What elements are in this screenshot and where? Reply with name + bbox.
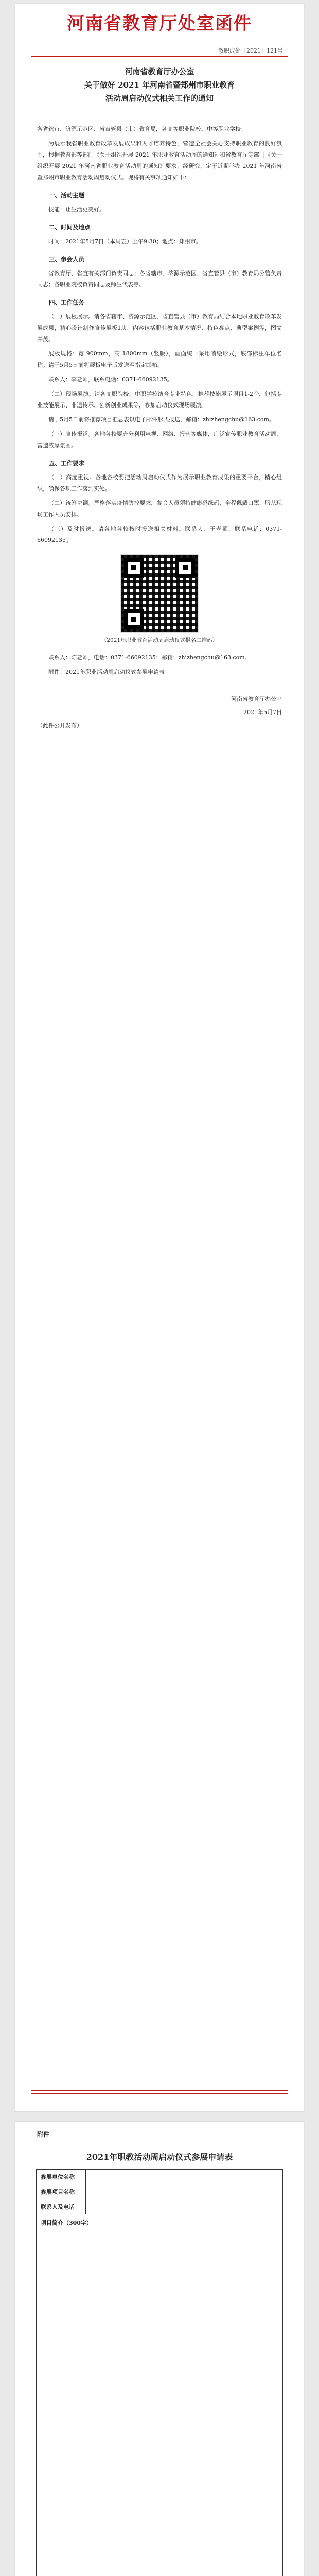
red-footer-rule	[31, 2090, 288, 2091]
contact-info: 联系人：陈老师，电话：0371-66092135；邮箱：zhizhengchu@163.com。	[48, 654, 251, 661]
section-text: 时间：2021年5月7日（本周五）上午9:30；地点：郑州市。	[48, 238, 202, 245]
signature-block	[37, 693, 282, 718]
form-row-value[interactable]	[86, 2170, 282, 2184]
qr-finder-icon	[124, 558, 144, 578]
form-row-value[interactable]	[86, 2199, 282, 2214]
attachment-label: 附件	[37, 2131, 50, 2138]
document-number: 教职成处〔2021〕121号	[218, 47, 283, 54]
title-line: 活动周启动仪式相关工作的通知	[105, 94, 214, 103]
section-heading: 三、参会人员	[49, 256, 84, 263]
section-heading: 五、工作要求	[49, 460, 84, 467]
qr-finder-icon	[124, 609, 144, 629]
section-text: 联系人：李老师，联系电话：0371-66092135。	[48, 376, 173, 383]
red-header-rule	[31, 56, 288, 57]
section-text: （三）及时报送。请各地各校按时报送相关材料。联系人：王老师，联系电话：0371-66092135。	[37, 526, 282, 544]
sign-date: 2021年5月7日	[243, 709, 282, 716]
section-text: （三）宣传报道。各地各校要充分利用电视、网络、报刊等媒体，广泛宣传职业教育活动周，营造浓厚氛围。	[37, 431, 282, 449]
document-body	[37, 124, 282, 735]
section-text: 技能：让生活更美好。	[48, 206, 105, 213]
qr-finder-icon	[175, 558, 195, 578]
section-text: 省教育厅、省直有关部门负责同志；各省辖市、济源示范区、省直管县（市）教育局分管负责同志；各职业院校负责同志及师生代表等。	[37, 270, 282, 288]
section-text: （二）统筹协调。严格落实疫情防控要求，参会人员须持健康码绿码，全程佩戴口罩，服从现场工作人员安排。	[37, 500, 282, 518]
intro-paragraph: 为展示我省职业教育改革发展成果和人才培养特色，营造全社会关心支持职业教育的良好氛围，根据教育部等部门《关于组织开展 2021 年职业教育活动周的通知》和省教育厅等部门《关于组织开展 2021 年河南省职业教育活动周的通知》要求，经研究，定于近期举办 2021 年河南省暨郑州市职业教育活动周启动仪式。现将有关事项通知如下：	[37, 140, 282, 181]
section-text: （二）现场展演。请各高职院校、中职学校结合专业特色，推荐技能展示项目1-2个，包括专业技能展示、非遗传承、创新创业成果等，参加启动仪式现场展演。	[37, 391, 282, 409]
qr-caption: （2021年职业教育活动周启动仪式报名二维码）	[101, 637, 218, 643]
form-row	[37, 2184, 282, 2199]
form-row-value[interactable]	[86, 2184, 282, 2199]
title-line: 河南省教育厅办公室	[125, 67, 194, 76]
salutation: 各省辖市、济源示范区、省直管县（市）教育局，各高等职业院校、中等职业学校：	[37, 126, 246, 132]
form-title: 2021年职教活动周启动仪式参展申请表	[86, 2152, 233, 2162]
document-title	[36, 65, 283, 105]
publication-note: （此件公开发布）	[37, 722, 82, 729]
section-text: 展板规格：宽 900mm，高 1800mm（竖版），画面统一采用喷绘形式，底部标注单位名称。请于5月5日前将展板电子版发送至指定邮箱。	[37, 350, 282, 368]
document-page-1	[15, 4, 304, 2111]
form-row	[37, 2170, 282, 2184]
section-text: （一）高度重视。各地各校要把活动周启动仪式作为展示职业教育成果的重要平台，精心组织，确保各项工作落到实处。	[37, 474, 282, 492]
application-form	[36, 2169, 283, 2576]
project-intro-block[interactable]	[37, 2214, 282, 2576]
form-row-label: 参展单位名称	[37, 2170, 86, 2184]
letterhead-title: 河南省教育厅处室函件	[67, 13, 252, 34]
section-text: （一）展板展示。请各省辖市、济源示范区、省直管县（市）教育局结合本地职业教育改革发展成果，精心设计制作宣传展板1块，内容包括职业教育基本情况、特色亮点、典型案例等，图文并茂。	[37, 313, 282, 343]
form-row-label: 联系人及电话	[37, 2199, 86, 2214]
red-footer-rule-thin	[31, 2093, 288, 2094]
form-row-label: 参展项目名称	[37, 2184, 86, 2199]
qr-container	[37, 554, 282, 633]
block-label: 项目简介（300字）	[41, 2219, 92, 2226]
form-block-row	[37, 2214, 282, 2576]
attachment-note: 附件：2021年职业活动周启动仪式参展申请表	[48, 669, 165, 675]
section-heading: 四、工作任务	[49, 299, 84, 306]
qr-code-icon[interactable]	[120, 554, 199, 633]
section-heading: 一、活动主题	[49, 192, 84, 199]
section-text: 请于5月5日前将推荐项目汇总表以电子邮件形式报送，邮箱：zhizhengchu@163.com。	[48, 416, 275, 423]
sign-organization: 河南省教育厅办公室	[231, 696, 282, 702]
title-line: 关于做好 2021 年河南省暨郑州市职业教育	[84, 80, 235, 90]
section-heading: 二、时间及地点	[49, 224, 91, 231]
form-row	[37, 2199, 282, 2214]
document-page-2	[15, 2122, 304, 2576]
